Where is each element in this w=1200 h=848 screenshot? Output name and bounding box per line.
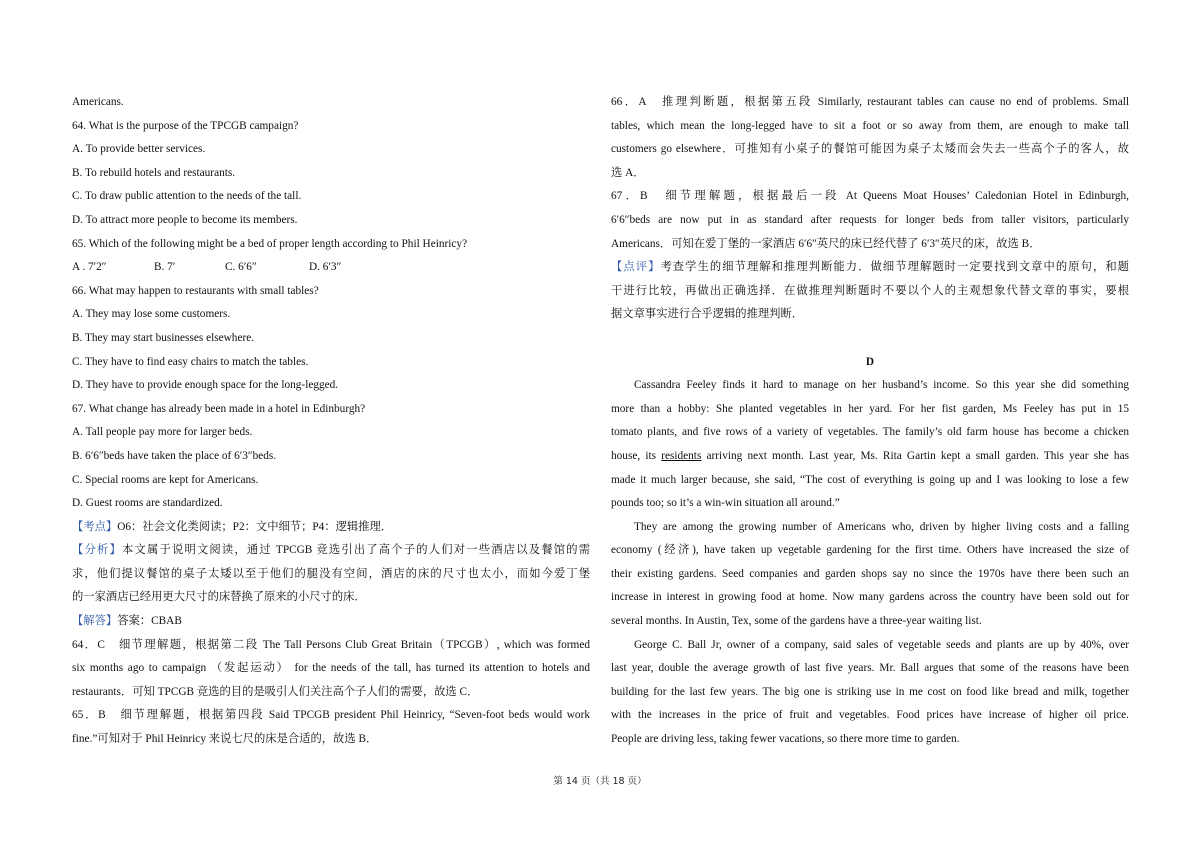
dianping-text: 考查学生的细节理解和推理判断能力．做细节理解题时一定要找到文章中的原句，和题 — [660, 261, 1129, 274]
fenxi-line: 求，他们提议餐馆的桌子太矮以至于他们的腿没有空间，酒店的床的尺寸也太小，而如今爱丁堡 — [72, 567, 590, 580]
underlined-word: residents — [661, 449, 702, 462]
option-c: C. 6′6″ — [225, 261, 257, 274]
option-c: C. To draw public attention to the needs of the tall. — [72, 190, 302, 203]
kaodian-line — [72, 516, 590, 540]
kaodian-text: O6：社会文化类阅读；P2：文中细节；P4：逻辑推理． — [117, 520, 393, 533]
passage-text: arriving next month. Last year, Ms. Rita Gartin kept a small garden. This year she has — [701, 449, 1129, 462]
option-d: D. To attract more people to become its members. — [72, 213, 298, 226]
left-column — [72, 91, 590, 752]
page-footer: 第 14 页（共 18 页） — [553, 776, 647, 787]
passage-line: tomato plants, and five rows of a variety of vegetables. The family’s old farm house has become a chicken — [611, 426, 1129, 439]
option-d: D. Guest rooms are standardized. — [72, 497, 223, 510]
option-b: B. To rebuild hotels and restaurants. — [72, 166, 236, 179]
answer-66-line: tables, which mean the long-legged have to sit a foot or so away from them, are enough to make tall — [611, 119, 1129, 132]
option-a: A. They may lose some customers. — [72, 308, 231, 321]
passage-line: George C. Ball Jr, owner of a company, said sales of vegetable seeds and plants are up by 40%, over — [634, 638, 1129, 651]
answer-64-line: restaurants．可知 TPCGB 竞选的目的是吸引人们关注高个子人们的需要，故选 C． — [72, 685, 479, 698]
dianping-line: 干进行比较，再做出正确选择．在做推理判断题时不要以个人的主观想象代替文章的事实，要根 — [611, 284, 1129, 297]
passage-line: Cassandra Feeley finds it hard to manage on her husband’s income. So this year she did something — [634, 379, 1129, 392]
question-65: 65. Which of the following might be a bed of proper length according to Phil Heinricy? — [72, 237, 468, 250]
answer-67-line: 67．B 细节理解题，根据最后一段 At Queens Moat Houses’ Caledonian Hotel in Edinburgh, — [611, 190, 1129, 203]
question-66: 66. What may happen to restaurants with small tables? — [72, 284, 319, 297]
passage-line: pounds too; so it’s a win-win situation all around.” — [611, 497, 840, 510]
dianping-line — [611, 256, 1129, 280]
fenxi-line — [72, 539, 590, 563]
option-b: B. 7′ — [154, 261, 176, 274]
passage-line: economy (经济), have taken up vegetable gardening for the first time. Others have increased the size of — [611, 544, 1129, 557]
question-65-options — [72, 256, 590, 280]
answer-66-line: 选 A． — [611, 166, 645, 179]
option-a: A. To provide better services. — [72, 143, 206, 156]
right-column — [611, 91, 1129, 752]
dianping-line: 据文章事实进行合乎逻辑的推理判断． — [611, 308, 804, 321]
answer-66-line: 66．A 推理判断题，根据第五段 Similarly, restaurant tables can cause no end of problems. Small — [611, 96, 1129, 108]
passage-line: their existing gardens. Seed companies and garden shops say no since the 1970s have there been such an — [611, 567, 1129, 580]
passage-line: with the increases in the price of fruit and vegetables. Food prices have increase of higher oil price. — [611, 709, 1129, 722]
jieda-line — [72, 610, 590, 634]
option-a: A. Tall people pay more for larger beds. — [72, 426, 253, 439]
fenxi-tag: 【分析】 — [72, 544, 122, 557]
option-b: B. 6′6″beds have taken the place of 6′3″beds. — [72, 449, 277, 462]
dianping-tag: 【点评】 — [611, 261, 661, 274]
answer-64-line: 64．C 细节理解题，根据第二段 The Tall Persons Club Great Britain（TPCGB）, which was formed — [72, 638, 590, 651]
passage-line: building for the last few years. The big one is striking use in me cost on food like bread and milk, together — [611, 685, 1129, 698]
spacer — [611, 327, 1129, 351]
jieda-text: 答案：CBAB — [117, 615, 182, 628]
question-67: 67. What change has already been made in a hotel in Edinburgh? — [72, 402, 366, 415]
passage-line — [611, 445, 1129, 469]
section-heading: D — [865, 355, 875, 368]
passage-line: more than a hobby: She planted vegetables in her yard. For her fist garden, Ms Feeley has put in 15 — [611, 402, 1129, 415]
passage-line: They are among the growing number of Americans who, driven by higher living costs and a falling — [634, 520, 1129, 533]
question-64: 64. What is the purpose of the TPCGB campaign? — [72, 119, 299, 132]
option-d: D. 6′3″ — [309, 261, 342, 274]
option-c: C. Special rooms are kept for Americans. — [72, 473, 259, 486]
option-a: A . 7′2″ — [72, 261, 107, 274]
answer-67-line: Americans．可知在爱丁堡的一家酒店 6′6″英尺的床已经代替了 6′3″英尺的床，故选 B． — [611, 237, 1041, 250]
option-b: B. They may start businesses elsewhere. — [72, 331, 255, 344]
answer-67-line: 6′6″beds are now put in as standard after requests for longer beds from taller visitors, particularly — [611, 213, 1129, 226]
passage-line: last year, double the average growth of last five years. Mr. Ball argues that some of the reasons have been — [611, 662, 1129, 675]
answer-66-line: customers go elsewhere．可推知有小桌子的餐馆可能因为桌子太矮而会失去一些高个子的客人，故 — [611, 143, 1129, 156]
jieda-tag: 【解答】 — [72, 615, 118, 628]
passage-line: made it much larger because, she said, “The cost of everything is going up and I was looking to lose a few — [611, 473, 1129, 486]
passage-text: house, its — [611, 449, 662, 462]
fenxi-text: 本文属于说明文阅读，通过 TPCGB 竞选引出了高个子的人们对一些酒店以及餐馆的需 — [121, 544, 590, 557]
text-line: Americans. — [72, 96, 124, 108]
fenxi-line: 的一家酒店已经用更大尺寸的床替换了原来的小尺寸的床． — [72, 591, 366, 604]
passage-line: several months. In Austin, Tex, some of the gardens have a three-year waiting list. — [611, 615, 982, 628]
option-c: C. They have to find easy chairs to match the tables. — [72, 355, 309, 368]
option-d: D. They have to provide enough space for the long-legged. — [72, 379, 339, 392]
passage-line: increase in interest in growing food at home. Now many gardens across the country have been sold out for — [611, 591, 1129, 604]
answer-65-line: fine.”可知对于 Phil Heinricy 来说七尺的床是合适的，故选 B． — [72, 733, 378, 746]
answer-65-line: 65．B 细节理解题，根据第四段 Said TPCGB president Phil Heinricy, “Seven-foot beds would work — [72, 709, 590, 722]
passage-line: People are driving less, taking fewer vacations, so there more time to garden. — [611, 733, 960, 746]
answer-64-line: six months ago to campaign （发起运动） for the needs of the tall, has turned its attention to hotels and — [72, 662, 590, 675]
kaodian-tag: 【考点】 — [72, 520, 118, 533]
